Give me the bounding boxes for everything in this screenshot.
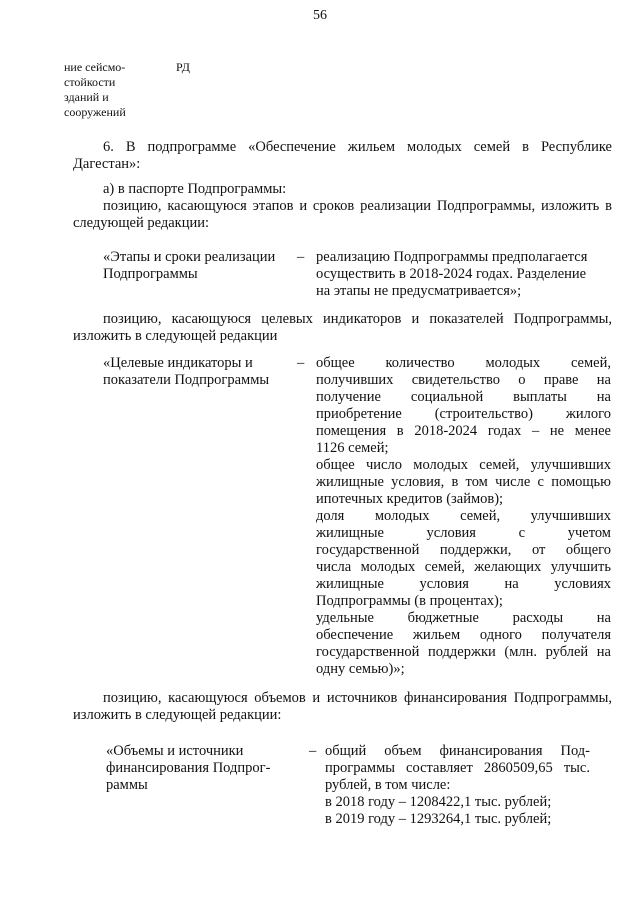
value-line: государственной поддержки, от общего <box>316 542 611 558</box>
value-line: удельные бюджетные расходы на <box>316 610 611 626</box>
intro-indicators: позицию, касающуюся целевых индикаторов и показателей Подпрограммы, изложить в следующей редакции <box>73 311 612 344</box>
value-line: на этапы не предусматривается»; <box>316 283 522 299</box>
value-line: жилищные условия, в том числе с помощью <box>316 474 611 490</box>
value-line: в 2019 году – 1293264,1 тыс. рублей; <box>325 811 552 827</box>
value-line: приобретение (строительство) жилого <box>316 406 611 422</box>
value-line: ипотечных кредитов (займов); <box>316 491 504 507</box>
intro-stages: позицию, касающуюся этапов и сроков реализации Подпрограммы, изложить в следующей редакции: <box>73 198 612 231</box>
row-value <box>316 249 611 300</box>
label-line: раммы <box>106 777 148 793</box>
value-line: общее количество молодых семей, <box>316 355 611 371</box>
value-line: получение социальной выплаты на <box>316 389 611 405</box>
value-line: программы составляет 2860509,65 тыс. <box>325 760 590 776</box>
label-line: финансирования Подпрог- <box>106 760 271 776</box>
value-line: в 2018 году – 1208422,1 тыс. рублей; <box>325 794 552 810</box>
row-value <box>316 355 611 678</box>
value-line: Подпрограммы (в процентах); <box>316 593 503 609</box>
value-line: одну семью)»; <box>316 661 405 677</box>
value-line: рублей, в том числе: <box>325 777 451 793</box>
value-line: доля молодых семей, улучшивших <box>316 508 611 524</box>
value-line: государственной поддержки (млн. рублей на <box>316 644 611 660</box>
sub-item-a: а) в паспорте Подпрограммы: <box>103 181 287 197</box>
label-line: Подпрограммы <box>103 266 198 282</box>
label-line: «Целевые индикаторы и <box>103 355 253 371</box>
value-line: числа молодых семей, желающих улучшить <box>316 559 611 575</box>
table-fragment-region: РД <box>176 60 190 74</box>
row-dash: – <box>309 743 317 759</box>
value-line: жилищные условия с учетом <box>316 525 611 541</box>
value-line: общее число молодых семей, улучшивших <box>316 457 611 473</box>
row-label <box>106 743 291 794</box>
fragment-line: стойкости <box>64 75 116 89</box>
page-number: 56 <box>313 8 327 23</box>
row-value <box>325 743 590 828</box>
value-line: реализацию Подпрограммы предполагается <box>316 249 588 265</box>
value-line: помещения в 2018-2024 годах – не менее <box>316 423 611 439</box>
intro-financing: позицию, касающуюся объемов и источников финансирования Подпрограммы, изложить в следующей редакции: <box>73 690 612 723</box>
table-fragment-label <box>64 60 156 120</box>
item6-heading: 6. В подпрограмме «Обеспечение жильем молодых семей в Республике Дагестан»: <box>73 139 612 172</box>
row-label <box>103 355 303 389</box>
value-line: жилищные условия на условиях <box>316 576 611 592</box>
fragment-line: ние сейсмо- <box>64 60 126 74</box>
value-line: обеспечение жильем одного получателя <box>316 627 611 643</box>
label-line: показатели Подпрограммы <box>103 372 270 388</box>
fragment-line: сооружений <box>64 105 126 119</box>
label-line: «Объемы и источники <box>106 743 244 759</box>
value-line: получивших свидетельство о праве на <box>316 372 611 388</box>
value-line: осуществить в 2018-2024 годах. Разделение <box>316 266 587 282</box>
label-line: «Этапы и сроки реализации <box>103 249 276 265</box>
value-line: общий объем финансирования Под- <box>325 743 590 759</box>
fragment-line: зданий и <box>64 90 109 104</box>
row-label <box>103 249 303 283</box>
row-dash: – <box>297 355 305 371</box>
value-line: 1126 семей; <box>316 440 389 456</box>
row-dash: – <box>297 249 305 265</box>
